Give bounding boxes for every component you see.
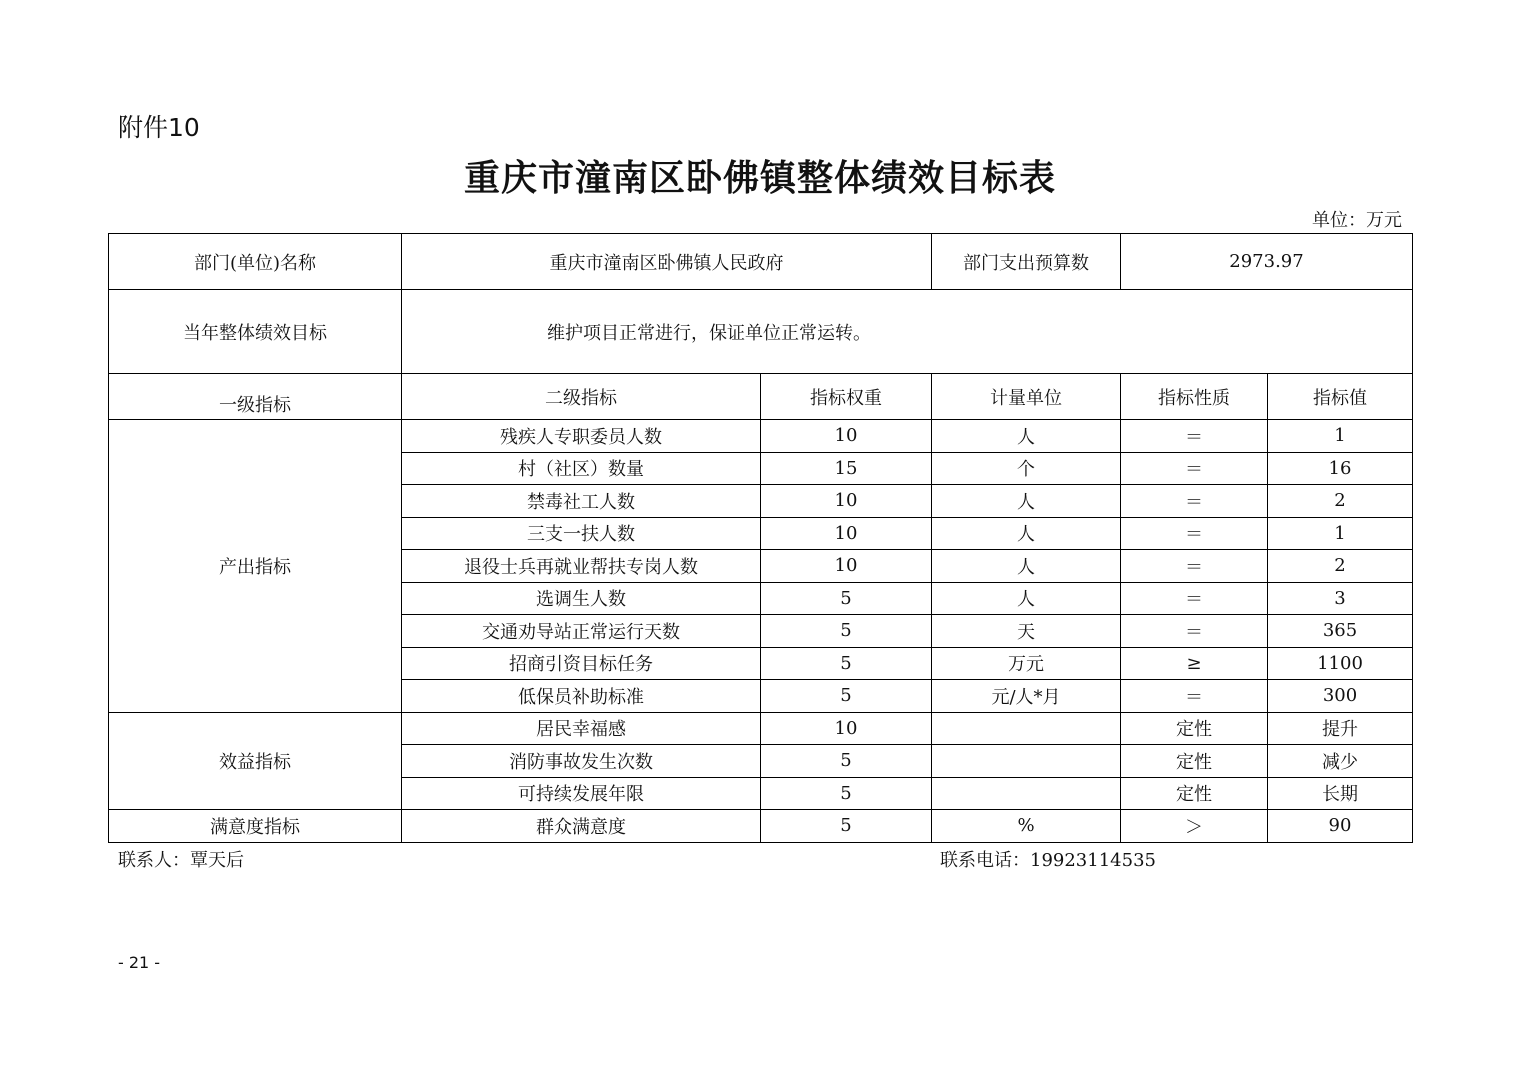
indicator-weight: 10 <box>761 550 932 583</box>
level2-indicator: 招商引资目标任务 <box>402 647 761 680</box>
header-nature: 指标性质 <box>1121 374 1268 420</box>
page-number: - 21 - <box>118 953 161 972</box>
indicator-unit: 天 <box>932 615 1121 648</box>
indicator-value: 2 <box>1268 485 1413 518</box>
header-level2: 二级指标 <box>402 374 761 420</box>
indicator-nature: 定性 <box>1121 777 1268 810</box>
indicator-nature: ＝ <box>1121 680 1268 713</box>
header-unit: 计量单位 <box>932 374 1121 420</box>
indicator-nature: ＝ <box>1121 485 1268 518</box>
budget-label: 部门支出预算数 <box>932 234 1121 290</box>
indicator-nature: 定性 <box>1121 745 1268 778</box>
level1-indicator: 产出指标 <box>109 420 402 713</box>
indicator-weight: 10 <box>761 420 932 453</box>
dept-name-value: 重庆市潼南区卧佛镇人民政府 <box>402 234 932 290</box>
indicator-value: 1 <box>1268 420 1413 453</box>
header-value: 指标值 <box>1268 374 1413 420</box>
page-title: 重庆市潼南区卧佛镇整体绩效目标表 <box>463 157 1056 199</box>
header-level1: 一级指标 <box>109 374 402 420</box>
indicator-unit <box>932 777 1121 810</box>
level2-indicator: 低保员补助标准 <box>402 680 761 713</box>
budget-value: 2973.97 <box>1121 234 1413 290</box>
indicator-weight: 10 <box>761 517 932 550</box>
indicator-unit: 人 <box>932 517 1121 550</box>
indicator-weight: 10 <box>761 485 932 518</box>
indicator-unit: 元/人*月 <box>932 680 1121 713</box>
level2-indicator: 禁毒社工人数 <box>402 485 761 518</box>
indicator-nature: ＝ <box>1121 452 1268 485</box>
indicator-weight: 5 <box>761 680 932 713</box>
indicator-value: 2 <box>1268 550 1413 583</box>
indicator-nature: 定性 <box>1121 712 1268 745</box>
indicator-nature: ≥ <box>1121 647 1268 680</box>
indicator-value: 300 <box>1268 680 1413 713</box>
indicator-row <box>109 810 1413 843</box>
dept-row <box>109 234 1413 290</box>
indicator-unit <box>932 745 1121 778</box>
indicator-nature: ＝ <box>1121 517 1268 550</box>
indicator-unit: 人 <box>932 420 1121 453</box>
indicator-value: 3 <box>1268 582 1413 615</box>
indicator-row <box>109 712 1413 745</box>
indicator-weight: 5 <box>761 615 932 648</box>
indicator-value: 90 <box>1268 810 1413 843</box>
indicator-weight: 10 <box>761 712 932 745</box>
indicator-unit: 人 <box>932 582 1121 615</box>
indicator-unit: 人 <box>932 550 1121 583</box>
indicator-weight: 5 <box>761 777 932 810</box>
indicator-unit: % <box>932 810 1121 843</box>
indicator-nature: ＝ <box>1121 582 1268 615</box>
indicator-value: 1100 <box>1268 647 1413 680</box>
indicator-value: 1 <box>1268 517 1413 550</box>
indicator-nature: ＝ <box>1121 420 1268 453</box>
unit-label: 单位：万元 <box>1312 210 1402 231</box>
header-weight: 指标权重 <box>761 374 932 420</box>
indicator-value: 长期 <box>1268 777 1413 810</box>
level2-indicator: 群众满意度 <box>402 810 761 843</box>
level2-indicator: 残疾人专职委员人数 <box>402 420 761 453</box>
dept-name-label: 部门(单位)名称 <box>109 234 402 290</box>
level2-indicator: 退役士兵再就业帮扶专岗人数 <box>402 550 761 583</box>
indicator-weight: 5 <box>761 647 932 680</box>
level1-indicator: 效益指标 <box>109 712 402 810</box>
indicator-nature: ＞ <box>1121 810 1268 843</box>
goal-label: 当年整体绩效目标 <box>109 290 402 374</box>
header-row <box>109 374 1413 420</box>
level2-indicator: 居民幸福感 <box>402 712 761 745</box>
goal-row <box>109 290 1413 374</box>
goal-value: 维护项目正常进行，保证单位正常运转。 <box>402 290 1413 374</box>
indicator-weight: 5 <box>761 745 932 778</box>
indicator-unit: 人 <box>932 485 1121 518</box>
indicator-nature: ＝ <box>1121 615 1268 648</box>
indicator-weight: 5 <box>761 582 932 615</box>
indicator-weight: 15 <box>761 452 932 485</box>
indicator-value: 减少 <box>1268 745 1413 778</box>
level2-indicator: 交通劝导站正常运行天数 <box>402 615 761 648</box>
contact-phone: 联系电话：19923114535 <box>940 850 1156 871</box>
performance-table <box>108 233 1413 843</box>
level2-indicator: 村（社区）数量 <box>402 452 761 485</box>
indicator-unit <box>932 712 1121 745</box>
level2-indicator: 消防事故发生次数 <box>402 745 761 778</box>
level1-indicator: 满意度指标 <box>109 810 402 843</box>
level2-indicator: 可持续发展年限 <box>402 777 761 810</box>
attachment-label: 附件10 <box>118 113 200 142</box>
contact-person: 联系人：覃天后 <box>118 850 244 871</box>
indicator-value: 16 <box>1268 452 1413 485</box>
indicator-unit: 万元 <box>932 647 1121 680</box>
indicator-nature: ＝ <box>1121 550 1268 583</box>
indicator-row <box>109 420 1413 453</box>
indicator-unit: 个 <box>932 452 1121 485</box>
indicator-weight: 5 <box>761 810 932 843</box>
indicator-value: 提升 <box>1268 712 1413 745</box>
indicator-value: 365 <box>1268 615 1413 648</box>
level2-indicator: 三支一扶人数 <box>402 517 761 550</box>
level2-indicator: 选调生人数 <box>402 582 761 615</box>
